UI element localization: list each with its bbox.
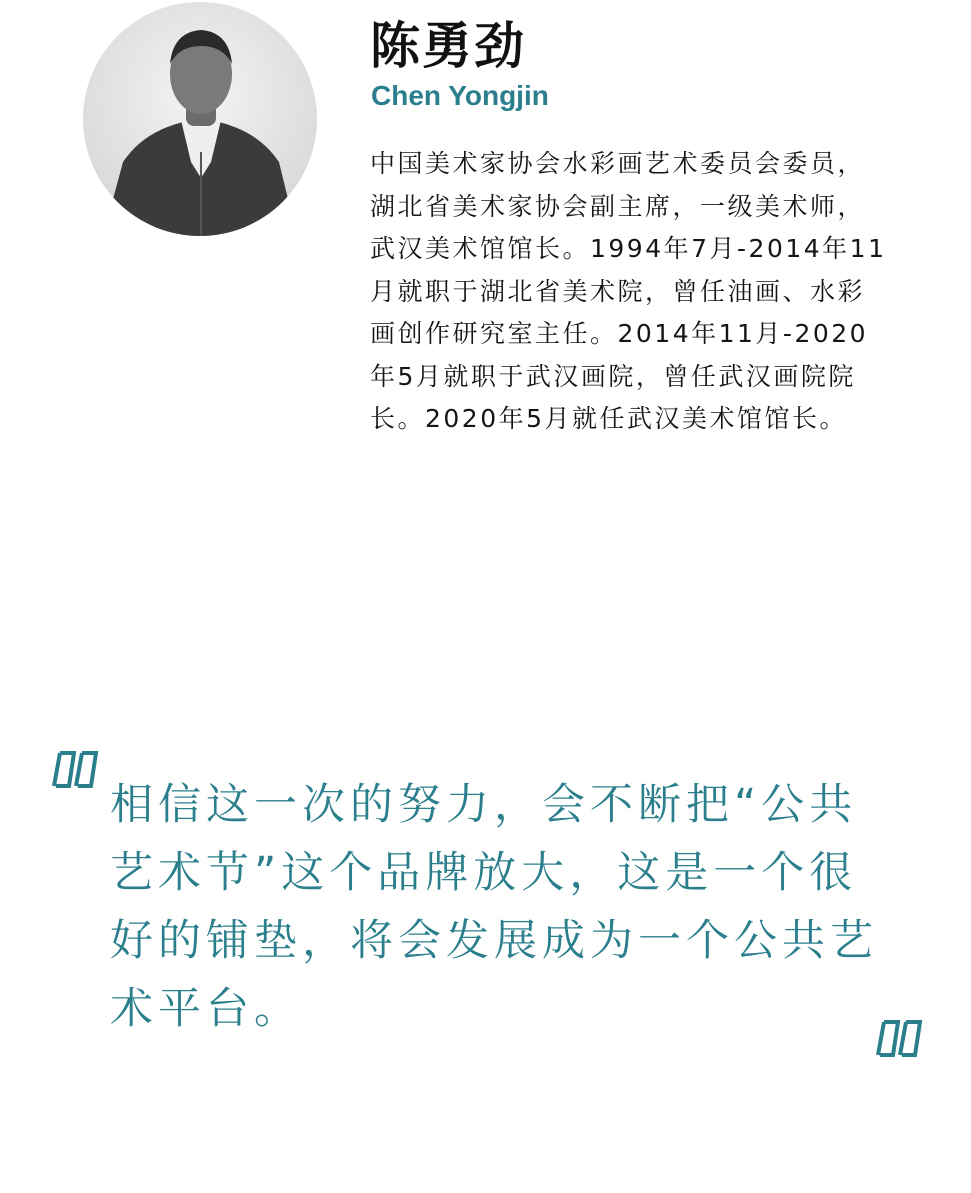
bio-line: 月就职于湖北省美术院，曾任油画、水彩 xyxy=(370,276,866,306)
bio-line: 中国美术家协会水彩画艺术委员会委员， xyxy=(370,149,866,178)
bio-line: 年5月就职于武汉画院，曾任武汉画院院 xyxy=(370,361,856,391)
bio-line: 长。2020年5月就任武汉美术馆馆长。 xyxy=(370,404,848,433)
quote-line: 艺术节”这个品牌放大，这是一个很 xyxy=(110,848,858,898)
open-quote-stem-right xyxy=(76,753,82,786)
quote-line: 好的铺垫，将会发展成为一个公共艺 xyxy=(110,916,878,966)
open-quote-stem-left xyxy=(54,753,60,786)
bio-line: 画创作研究室主任。2014年11月-2020 xyxy=(370,319,869,348)
close-quote-stem-right xyxy=(900,1022,906,1055)
bio-line: 湖北省美术家协会副主席，一级美术师， xyxy=(370,191,866,221)
person-name-english: Chen Yongjin xyxy=(371,80,549,111)
portrait-photo xyxy=(83,2,317,236)
bio-line: 武汉美术馆馆长。1994年7月-2014年11 xyxy=(370,234,887,263)
person-name-chinese: 陈勇劲 xyxy=(370,17,526,75)
open-quote-icon xyxy=(50,750,100,790)
close-quote-icon xyxy=(874,1019,924,1059)
quote-text xyxy=(110,771,910,1043)
quote-line: 术平台。 xyxy=(110,984,302,1034)
portrait-image xyxy=(83,2,317,236)
close-quote-stem-left xyxy=(878,1022,884,1055)
biography xyxy=(370,143,960,441)
quote-line: 相信这一次的努力，会不断把“公共 xyxy=(110,780,858,830)
